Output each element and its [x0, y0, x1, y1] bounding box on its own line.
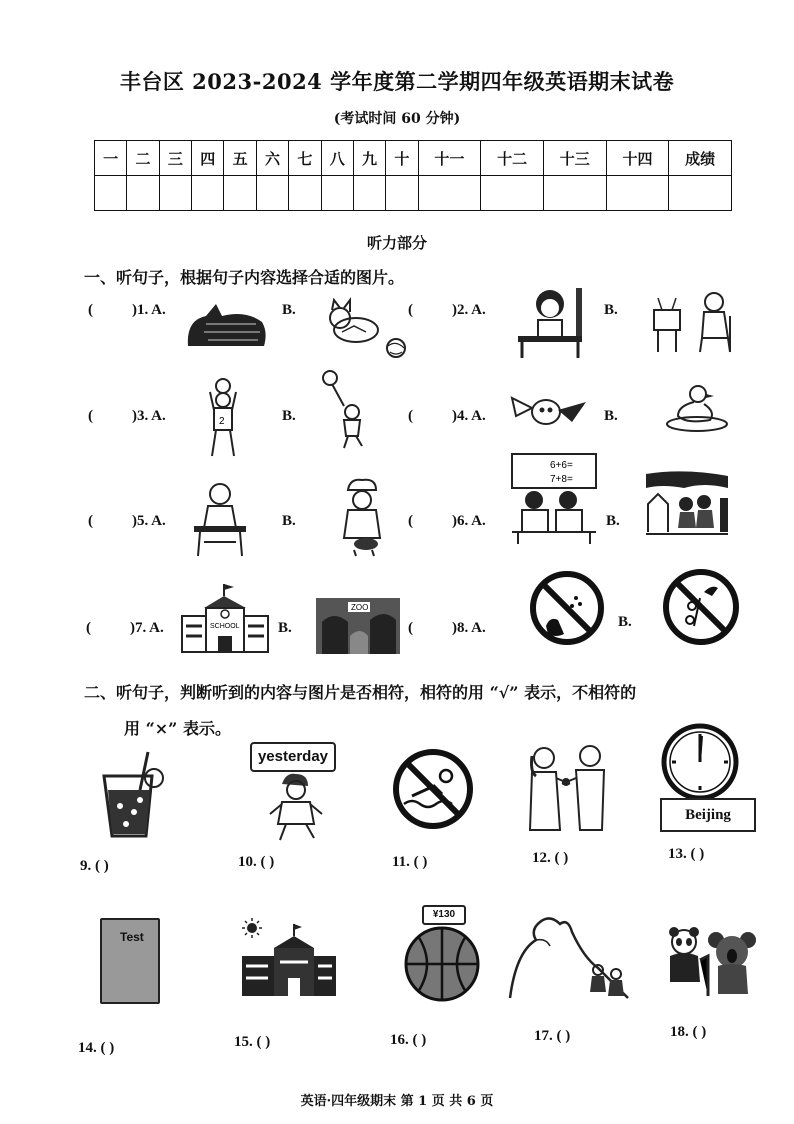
part2-instruction-line2: 用 “×” 表示。 [124, 719, 231, 738]
question-5-option-b: B. [282, 513, 296, 529]
page-title: 丰台区 2023-2024 学年度第二学期四年级英语期末试卷 [119, 69, 675, 94]
question-8-option-b: B. [618, 614, 632, 630]
score-cell[interactable] [95, 176, 127, 211]
test-scroll-picture [100, 918, 160, 1004]
school-sunny-picture [238, 918, 338, 998]
school-building-picture [180, 582, 270, 654]
question-3-option-b: B. [282, 408, 296, 424]
price-tag-text: ¥130 [432, 909, 456, 920]
question-7-number: )7. A. [130, 620, 164, 636]
score-cell[interactable] [386, 176, 418, 211]
answer-item-17[interactable]: 17. ( ) [534, 1028, 571, 1044]
score-col-1: 一 [95, 141, 127, 176]
score-col-9: 九 [353, 141, 385, 176]
part1-instruction: 一、听句子，根据句子内容选择合适的图片。 [84, 268, 405, 287]
score-cell[interactable] [192, 176, 224, 211]
question-6-option-b: B. [606, 513, 620, 529]
question-2-number: )2. A. [452, 302, 486, 318]
bird-flying-picture [510, 390, 588, 432]
answer-item-10[interactable]: 10. ( ) [238, 854, 275, 870]
score-col-13: 十三 [543, 141, 606, 176]
score-cell[interactable] [321, 176, 353, 211]
score-col-total: 成绩 [669, 141, 732, 176]
score-table [94, 140, 732, 211]
girl-watching-tv-picture [652, 286, 736, 356]
score-col-2: 二 [127, 141, 159, 176]
beijing-sign [660, 798, 756, 832]
cat-with-ball-picture [322, 292, 408, 358]
answer-item-16[interactable]: 16. ( ) [390, 1032, 427, 1048]
question-3-number: )3. A. [132, 408, 166, 424]
question-4-option-b: B. [604, 408, 618, 424]
answer-item-18[interactable]: 18. ( ) [670, 1024, 707, 1040]
answer-paren[interactable]: ( [88, 408, 93, 424]
classroom-blackboard-picture [510, 452, 598, 544]
score-cell[interactable] [256, 176, 288, 211]
two-people-talking-picture [518, 744, 612, 832]
answer-paren[interactable]: ( [88, 302, 93, 318]
score-cell[interactable] [481, 176, 544, 211]
answer-paren[interactable]: ( [408, 620, 413, 636]
answer-item-9[interactable]: 9. ( ) [80, 858, 109, 874]
question-2-option-b: B. [604, 302, 618, 318]
answer-item-15[interactable]: 15. ( ) [234, 1034, 271, 1050]
children-playground-picture [644, 470, 730, 536]
score-col-14: 十四 [606, 141, 669, 176]
page-footer: 英语·四年级期末 第 1 页 共 6 页 [300, 1094, 494, 1109]
zoo-picture [314, 596, 402, 656]
score-cell[interactable] [543, 176, 606, 211]
cat-sleeping-picture [186, 302, 268, 348]
exam-duration: (考试时间 60 分钟) [333, 111, 461, 127]
no-feeding-sign-picture [528, 568, 606, 648]
svg-text:6+6=: 6+6= [550, 460, 573, 471]
answer-paren[interactable]: ( [408, 302, 413, 318]
boy-basketball-picture [200, 378, 246, 460]
question-1-option-b: B. [282, 302, 296, 318]
score-col-3: 三 [159, 141, 191, 176]
girl-in-winter-picture [264, 772, 328, 842]
part2-instruction-line1: 二、听句子，判断听到的内容与图片是否相符，相符的用 “√” 表示，不相符的 [84, 683, 637, 702]
boy-cooking-picture [332, 478, 392, 556]
answer-item-11[interactable]: 11. ( ) [392, 854, 428, 870]
clock-picture [660, 722, 740, 802]
answer-item-12[interactable]: 12. ( ) [532, 850, 569, 866]
svg-text:SCHOOL: SCHOOL [210, 623, 240, 630]
score-cell[interactable] [224, 176, 256, 211]
score-cell[interactable] [418, 176, 481, 211]
score-col-7: 七 [289, 141, 321, 176]
no-swimming-sign-picture [390, 746, 476, 832]
panda-and-koala-picture [660, 926, 756, 998]
basketball-picture [402, 924, 482, 1004]
answer-paren[interactable]: ( [408, 513, 413, 529]
score-col-6: 六 [256, 141, 288, 176]
score-cell[interactable] [606, 176, 669, 211]
listening-section-heading: 听力部分 [366, 234, 427, 252]
question-5-number: )5. A. [132, 513, 166, 529]
score-cell[interactable] [127, 176, 159, 211]
answer-item-13[interactable]: 13. ( ) [668, 846, 705, 862]
score-cell[interactable] [353, 176, 385, 211]
answer-paren[interactable]: ( [86, 620, 91, 636]
yesterday-sign [250, 742, 336, 772]
score-col-5: 五 [224, 141, 256, 176]
girl-reading-picture [516, 286, 584, 358]
svg-text:7+8=: 7+8= [550, 474, 573, 485]
score-cell[interactable] [669, 176, 732, 211]
score-cell[interactable] [289, 176, 321, 211]
boy-eating-picture [190, 482, 250, 558]
question-1-number: )1. A. [132, 302, 166, 318]
beijing-sign-text: Beijing [685, 807, 731, 823]
yesterday-sign-text: yesterday [257, 748, 329, 765]
answer-paren[interactable]: ( [88, 513, 93, 529]
score-col-10: 十 [386, 141, 418, 176]
score-col-8: 八 [321, 141, 353, 176]
score-col-4: 四 [192, 141, 224, 176]
answer-item-14[interactable]: 14. ( ) [78, 1040, 115, 1056]
question-8-number: )8. A. [452, 620, 486, 636]
test-scroll-text: Test [120, 930, 144, 944]
climbing-mountain-picture [506, 912, 634, 1002]
no-picking-flowers-sign-picture [660, 566, 742, 648]
score-col-12: 十二 [481, 141, 544, 176]
girl-tennis-picture [320, 370, 370, 450]
svg-text:2: 2 [219, 416, 225, 427]
question-7-option-b: B. [278, 620, 292, 636]
question-4-number: )4. A. [452, 408, 486, 424]
price-tag [422, 905, 466, 925]
score-cell[interactable] [159, 176, 191, 211]
duck-swimming-picture [664, 384, 730, 434]
svg-text:ZOO: ZOO [351, 603, 369, 612]
score-value-row [95, 176, 732, 211]
answer-paren[interactable]: ( [408, 408, 413, 424]
question-6-number: )6. A. [452, 513, 486, 529]
score-col-11: 十一 [418, 141, 481, 176]
score-header-row [95, 141, 732, 176]
juice-glass-picture [100, 750, 166, 840]
